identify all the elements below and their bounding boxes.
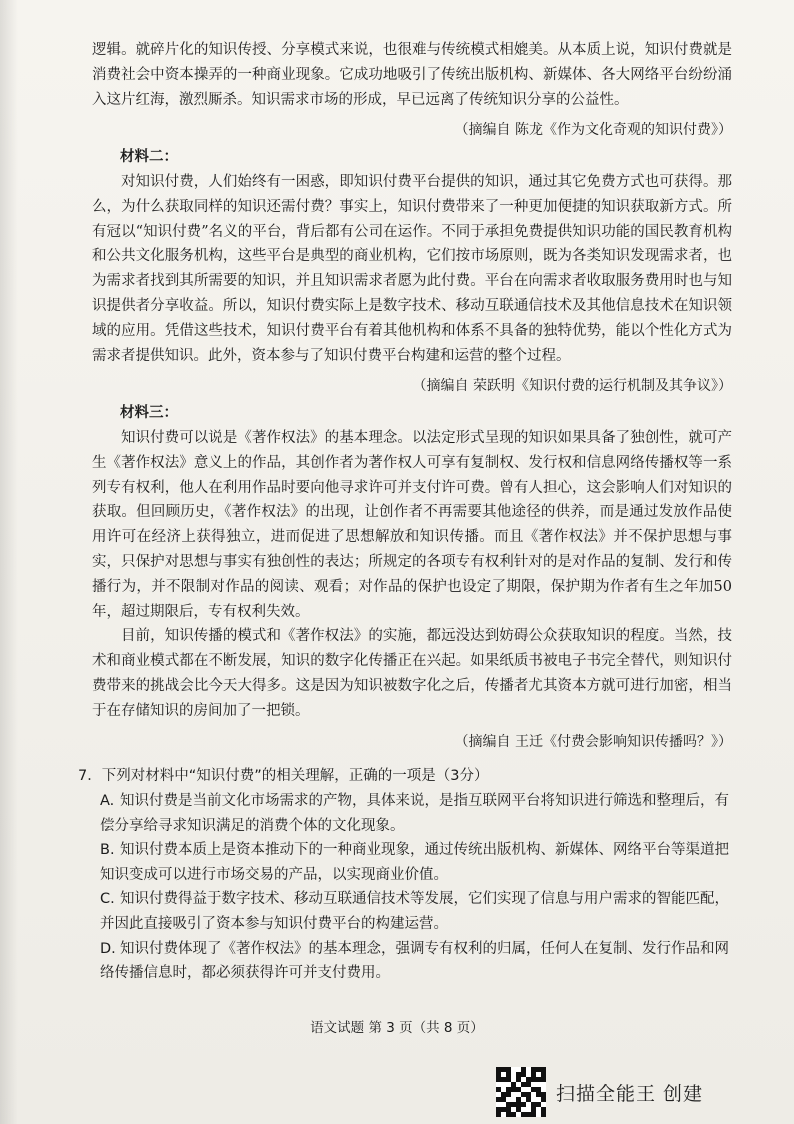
question-7-stem: 7．下列对材料中“知识付费”的相关理解，正确的一项是（3分） [78,768,489,785]
scanner-watermark [496,1066,703,1118]
option-label: A. [100,793,115,810]
material2-paragraph: 对知识付费，人们始终有一困惑，即知识付费平台提供的知识，通过其它免费方式也可获得。那么，为什么获取同样的知识还需付费？事实上，知识付费带来了一种更加便捷的知识获取新方式。所有冠以“知识付费”名义的平台，背后都有公司在运作。不同于承担免费提供知识功能的国民教育机构和公共文化服务机构，这些平台是典型的商业机构，它们按市场原则，既为各类知识发现需求者，也为需求者找到其所需要的知识，并且知识需求者愿为此付费。平台在向需求者收取服务费用时也与知识提供者分享收益。所以，知识付费实际上是数字技术、移动互联通信技术及其他信息技术在知识领域的应用。凭借这些技术，知识付费平台有着其他机构和体系不具备的独特优势，能以个性化方式为需求者提供知识。此外，资本参与了知识付费平台构建和运营的整个过程。 [92,173,732,364]
option-text: 知识付费得益于数字技术、移动互联通信技术等发展，它们实现了信息与用户需求的智能匹配，并因此直接吸引了资本参与知识付费平台的构建运营。 [100,891,729,933]
material3-source: （摘编自 王迁《付费会影响知识传播吗？》） [454,733,732,750]
question-7-option-b [100,838,732,887]
qr-code-icon [496,1067,546,1117]
option-text: 知识付费本质上是资本推动下的一种商业现象，通过传统出版机构、新媒体、网络平台等渠道把知识变成可以进行市场交易的产品，以实现商业价值。 [100,842,729,883]
material3-paragraph-2: 目前，知识传播的模式和《著作权法》的实施，都远没达到妨碍公众获取知识的程度。当然，技术和商业模式都在不断发展，知识的数字化传播正在兴起。如果纸质书被电子书完全替代，则知识付费带来的挑战会比今天大得多。这是因为知识被数字化之后，传播者尤其资本方就可进行加密，相当于在存储知识的房间加了一把锁。 [92,628,732,719]
passage-top-paragraph: 逻辑。就碎片化的知识传授、分享模式来说，也很难与传统模式相媲美。从本质上说，知识付费就是消费社会中资本操弄的一种商业现象。它成功地吸引了传统出版机构、新媒体、各大网络平台纷纷涌入这片红海，激烈厮杀。知识需求市场的形成，早已远离了传统知识分享的公益性。 [92,42,732,108]
material3-paragraph-1: 知识付费可以说是《著作权法》的基本理念。以法定形式呈现的知识如果具备了独创性，就可产生《著作权法》意义上的作品，其创作者为著作权人可享有复制权、发行权和信息网络传播权等一系列专有权利，他人在利用作品时要向他寻求许可并支付许可费。曾有人担心，这会影响人们对知识的获取。但回顾历史，《著作权法》的出现，让创作者不再需要其他途径的供养，而是通过发放作品使用许可在经济上获得独立，进而促进了思想解放和知识传播。而且《著作权法》并不保护思想与事实，只保护对思想与事实有独创性的表达；所规定的各项专有权利针对的是对作品的复制、发行和传播行为，并不限制对作品的阅读、观看；对作品的保护也设定了期限，保护期为作者有生之年加50年，超过期限后，专有权利失效。 [92,429,732,620]
scan-shadow [0,0,18,1124]
material3-heading: 材料三： [120,404,178,422]
material2-source: （摘编自 荣跃明《知识付费的运行机制及其争议》） [412,378,732,395]
material2-heading: 材料二： [120,148,178,166]
option-label: B. [100,842,115,859]
question-7-option-c [100,887,732,936]
option-label: D. [100,940,116,957]
option-text: 知识付费是当前文化市场需求的产物，具体来说，是指互联网平台将知识进行筛选和整理后，有偿分享给寻求知识满足的消费个体的文化现象。 [100,793,729,834]
passage-top-source: （摘编自 陈龙《作为文化奇观的知识付费》） [454,122,732,139]
option-label: C. [100,891,115,908]
content-area [78,38,732,986]
question-7-option-a [100,789,732,838]
watermark-text: 扫描全能王 创建 [556,1082,704,1105]
page-footer: 语文试题 第 3 页（共 8 页） [310,1020,484,1036]
question-7-option-d [100,937,732,986]
option-text: 知识付费体现了《著作权法》的基本理念，强调专有权利的归属，任何人在复制、发行作品和网络传播信息时，都必须获得许可并支付费用。 [100,940,729,982]
